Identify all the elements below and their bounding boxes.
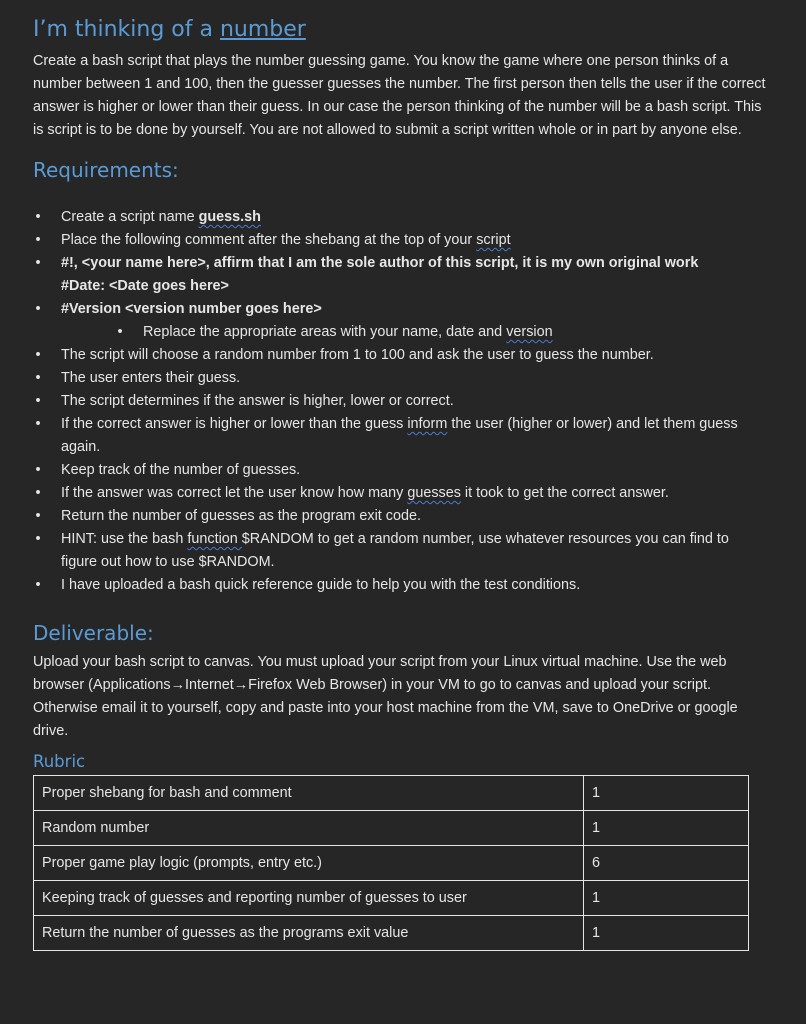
list-item: • Return the number of guesses as the program exit code. (33, 505, 766, 528)
list-item: • I have uploaded a bash quick reference guide to help you with the test conditions. (33, 574, 766, 597)
bullet-icon: • (35, 347, 41, 363)
title-text: I’m thinking of a (33, 17, 220, 42)
deliverable-heading: Deliverable: (33, 621, 154, 645)
table-row (34, 916, 749, 951)
table-row (34, 881, 749, 916)
list-item: • Place the following comment after the shebang at the top of your script (33, 229, 766, 252)
bullet-icon: • (35, 508, 41, 524)
rubric-criterion: Proper shebang for bash and comment (34, 776, 584, 811)
list-item: • The script determines if the answer is higher, lower or correct. (33, 390, 766, 413)
author-comment-line: #!, <your name here>, affirm that I am the sole author of this script, it is my own original work (61, 255, 699, 271)
rubric-points: 1 (584, 811, 749, 846)
date-comment-line: #Date: <Date goes here> (61, 278, 229, 294)
bullet-icon: • (35, 393, 41, 409)
table-row (34, 846, 749, 881)
list-item: • The script will choose a random number from 1 to 100 and ask the user to guess the number. (33, 344, 766, 367)
title-number-link: number (219, 17, 306, 42)
rubric-criterion: Random number (34, 811, 584, 846)
bullet-icon: • (35, 416, 41, 432)
list-item (33, 252, 766, 298)
rubric-criterion: Proper game play logic (prompts, entry etc.) (34, 846, 584, 881)
requirements-list (33, 206, 766, 597)
rubric-points: 1 (584, 776, 749, 811)
version-comment-line: #Version <version number goes here> (61, 301, 322, 317)
list-item: • If the answer was correct let the user know how many guesses it took to get the correct answer. (33, 482, 766, 505)
sub-list-item: • Replace the appropriate areas with your name, date and version (33, 321, 766, 344)
bullet-icon: • (35, 462, 41, 478)
rubric-criterion: Keeping track of guesses and reporting number of guesses to user (34, 881, 584, 916)
bullet-icon: • (35, 232, 41, 248)
table-row (34, 776, 749, 811)
page-title (33, 14, 766, 46)
bullet-icon: • (35, 485, 41, 501)
intro-paragraph: Create a bash script that plays the number guessing game. You know the game where one person thinks of a number between 1 and 100, then the guesser guesses the number. The first person then tells the user if the correct answer is higher or lower than their guess. In our case the person thinking of the number will be a bash script. This is script is to be done by yourself. You are not allowed to submit a script written whole or in part by anyone else. (33, 53, 766, 138)
rubric-points: 6 (584, 846, 749, 881)
rubric-table (33, 775, 749, 951)
list-item: • HINT: use the bash function $RANDOM to get a random number, use whatever resources you can find to figure out how to use $RANDOM. (33, 528, 766, 574)
deliverable-paragraph: Upload your bash script to canvas. You must upload your script from your Linux virtual machine. Use the web browser (Applications→Internet→Firefox Web Browser) in your VM to go to canvas and upload your script. Otherwise email it to yourself, copy and paste into your host machine from the VM, save to OneDrive or google drive. (33, 654, 738, 739)
script-filename: guess.sh (198, 209, 261, 225)
list-item: • Create a script name guess.sh (33, 206, 766, 229)
bullet-icon: • (35, 255, 41, 271)
rubric-criterion: Return the number of guesses as the programs exit value (34, 916, 584, 951)
list-item: • The user enters their guess. (33, 367, 766, 390)
rubric-heading: Rubric (33, 752, 86, 771)
list-item (33, 298, 766, 321)
list-item: • If the correct answer is higher or lower than the guess inform the user (higher or lower) and let them guess again. (33, 413, 766, 459)
table-row (34, 811, 749, 846)
requirements-heading: Requirements: (33, 158, 179, 182)
rubric-points: 1 (584, 881, 749, 916)
bullet-icon: • (35, 370, 41, 386)
list-item: • Keep track of the number of guesses. (33, 459, 766, 482)
bullet-icon: • (35, 577, 41, 593)
bullet-icon: • (35, 209, 41, 225)
bullet-icon: • (35, 531, 41, 547)
bullet-icon: • (35, 301, 41, 317)
bullet-icon: • (117, 324, 123, 340)
rubric-points: 1 (584, 916, 749, 951)
